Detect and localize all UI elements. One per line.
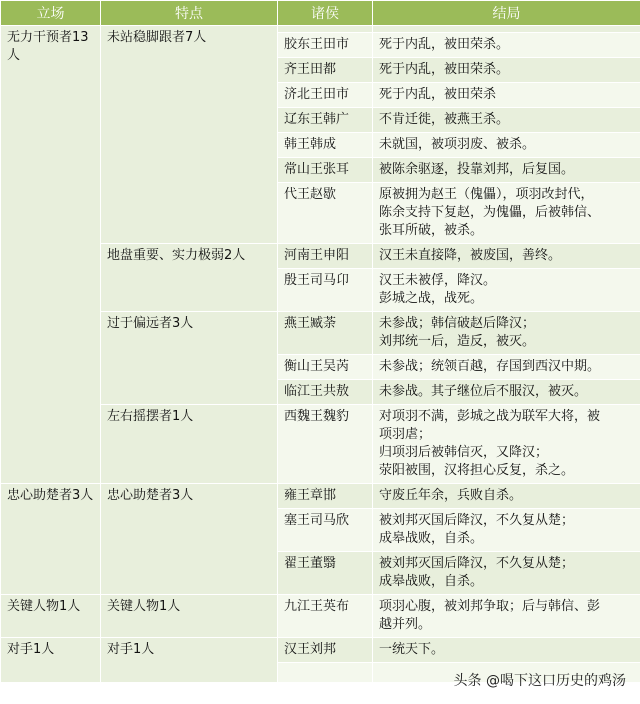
outcome-line: 不肯迁徙，被燕王杀。 <box>379 112 510 127</box>
lord-cell <box>278 26 373 33</box>
outcome-cell <box>373 269 640 312</box>
outcome-line: 归项羽后被韩信灭，又降汉； <box>379 445 549 460</box>
lord-cell: 河南王申阳 <box>278 244 373 269</box>
lord-cell: 雍王章邯 <box>278 484 373 509</box>
feature-cell: 忠心助楚者3人 <box>101 484 278 595</box>
outcome-line: 被刘邦灭国后降汉，不久复从楚； <box>379 556 575 571</box>
feature-cell: 关键人物1人 <box>101 595 278 638</box>
outcome-cell <box>373 595 640 638</box>
table-row <box>1 484 640 509</box>
header-feature: 特点 <box>101 1 278 26</box>
outcome-cell <box>373 244 640 269</box>
outcome-line: 越并列。 <box>379 617 432 632</box>
table-row <box>1 638 640 663</box>
watermark: 头条 @喝下这口历史的鸡汤 <box>453 673 626 689</box>
feature-cell: 未站稳脚跟者7人 <box>101 26 278 244</box>
outcome-cell <box>373 405 640 484</box>
lord-cell: 九江王英布 <box>278 595 373 638</box>
outcome-line: 成皋战败，自杀。 <box>379 531 484 546</box>
outcome-line: 未参战；统领百越，存国到西汉中期。 <box>379 359 601 374</box>
outcome-line: 汉王未直接降，被废国，善终。 <box>379 248 562 263</box>
header-stance: 立场 <box>1 1 101 26</box>
lord-cell: 临江王共敖 <box>278 380 373 405</box>
outcome-line: 被陈余驱逐，投靠刘邦，后复国。 <box>379 162 575 177</box>
header-outcome: 结局 <box>373 1 640 26</box>
outcome-cell <box>373 355 640 380</box>
lord-cell: 常山王张耳 <box>278 158 373 183</box>
lord-cell: 殷王司马卬 <box>278 269 373 312</box>
outcome-cell <box>373 158 640 183</box>
outcome-line: 成皋战败，自杀。 <box>379 574 484 589</box>
outcome-line: 汉王未被俘，降汉。 <box>379 273 497 288</box>
outcome-line: 一统天下。 <box>379 642 445 657</box>
lord-cell: 翟王董翳 <box>278 552 373 595</box>
outcome-cell <box>373 484 640 509</box>
stance-cell: 无力干预者13人 <box>1 26 101 484</box>
outcome-line: 被刘邦灭国后降汉，不久复从楚； <box>379 513 575 528</box>
stance-cell: 忠心助楚者3人 <box>1 484 101 595</box>
lord-cell: 济北王田市 <box>278 83 373 108</box>
outcome-line: 死于内乱，被田荣杀。 <box>379 62 510 77</box>
outcome-cell <box>373 58 640 83</box>
outcome-line: 项羽心腹，被刘邦争取；后与韩信、彭 <box>379 599 601 614</box>
lord-cell: 胶东王田市 <box>278 33 373 58</box>
outcome-line: 荥阳被围，汉将担心反复，杀之。 <box>379 463 575 478</box>
outcome-cell <box>373 83 640 108</box>
outcome-line: 刘邦统一后，造反，被灭。 <box>379 334 536 349</box>
lord-cell: 辽东王韩广 <box>278 108 373 133</box>
outcome-line: 张耳所破，被杀。 <box>379 223 484 238</box>
outcome-line: 对项羽不满，彭城之战为联军大将，被 <box>379 409 601 424</box>
lord-cell: 衡山王吴芮 <box>278 355 373 380</box>
lord-cell: 燕王臧荼 <box>278 312 373 355</box>
outcome-cell <box>373 638 640 663</box>
outcome-cell <box>373 133 640 158</box>
empty-cell <box>278 663 373 683</box>
outcome-cell <box>373 26 640 33</box>
outcome-cell <box>373 509 640 552</box>
outcome-line: 项羽虐； <box>379 427 432 442</box>
outcome-cell <box>373 380 640 405</box>
outcome-line: 死于内乱，被田荣杀 <box>379 87 497 102</box>
outcome-line: 彭城之战，战死。 <box>379 291 484 306</box>
feature-cell: 对手1人 <box>101 638 278 683</box>
feature-cell: 左右摇摆者1人 <box>101 405 278 484</box>
outcome-line: 死于内乱，被田荣杀。 <box>379 37 510 52</box>
outcome-cell <box>373 552 640 595</box>
stance-cell: 对手1人 <box>1 638 101 683</box>
outcome-cell <box>373 108 640 133</box>
outcome-line: 原被拥为赵王（傀儡），项羽改封代， <box>379 187 594 202</box>
feature-cell: 过于偏远者3人 <box>101 312 278 405</box>
feature-cell: 地盘重要、实力极弱2人 <box>101 244 278 312</box>
stance-cell: 关键人物1人 <box>1 595 101 638</box>
header-lord: 诸侯 <box>278 1 373 26</box>
lord-cell: 塞王司马欣 <box>278 509 373 552</box>
outcome-line: 未参战；韩信破赵后降汉； <box>379 316 536 331</box>
table-row <box>1 26 640 33</box>
outcome-line: 陈余支持下复赵，为傀儡，后被韩信、 <box>379 205 601 220</box>
outcome-line: 未参战。其子继位后不服汉，被灭。 <box>379 384 588 399</box>
lord-cell: 韩王韩成 <box>278 133 373 158</box>
outcome-line: 未就国，被项羽废、被杀。 <box>379 137 536 152</box>
lord-cell: 代王赵歇 <box>278 183 373 244</box>
lord-cell: 齐王田都 <box>278 58 373 83</box>
lord-cell: 西魏王魏豹 <box>278 405 373 484</box>
outcome-line: 守废丘年余，兵败自杀。 <box>379 488 523 503</box>
table-header-row <box>1 1 640 26</box>
outcome-cell <box>373 33 640 58</box>
lord-cell: 汉王刘邦 <box>278 638 373 663</box>
table-row <box>1 595 640 638</box>
outcome-cell <box>373 312 640 355</box>
outcome-cell <box>373 183 640 244</box>
